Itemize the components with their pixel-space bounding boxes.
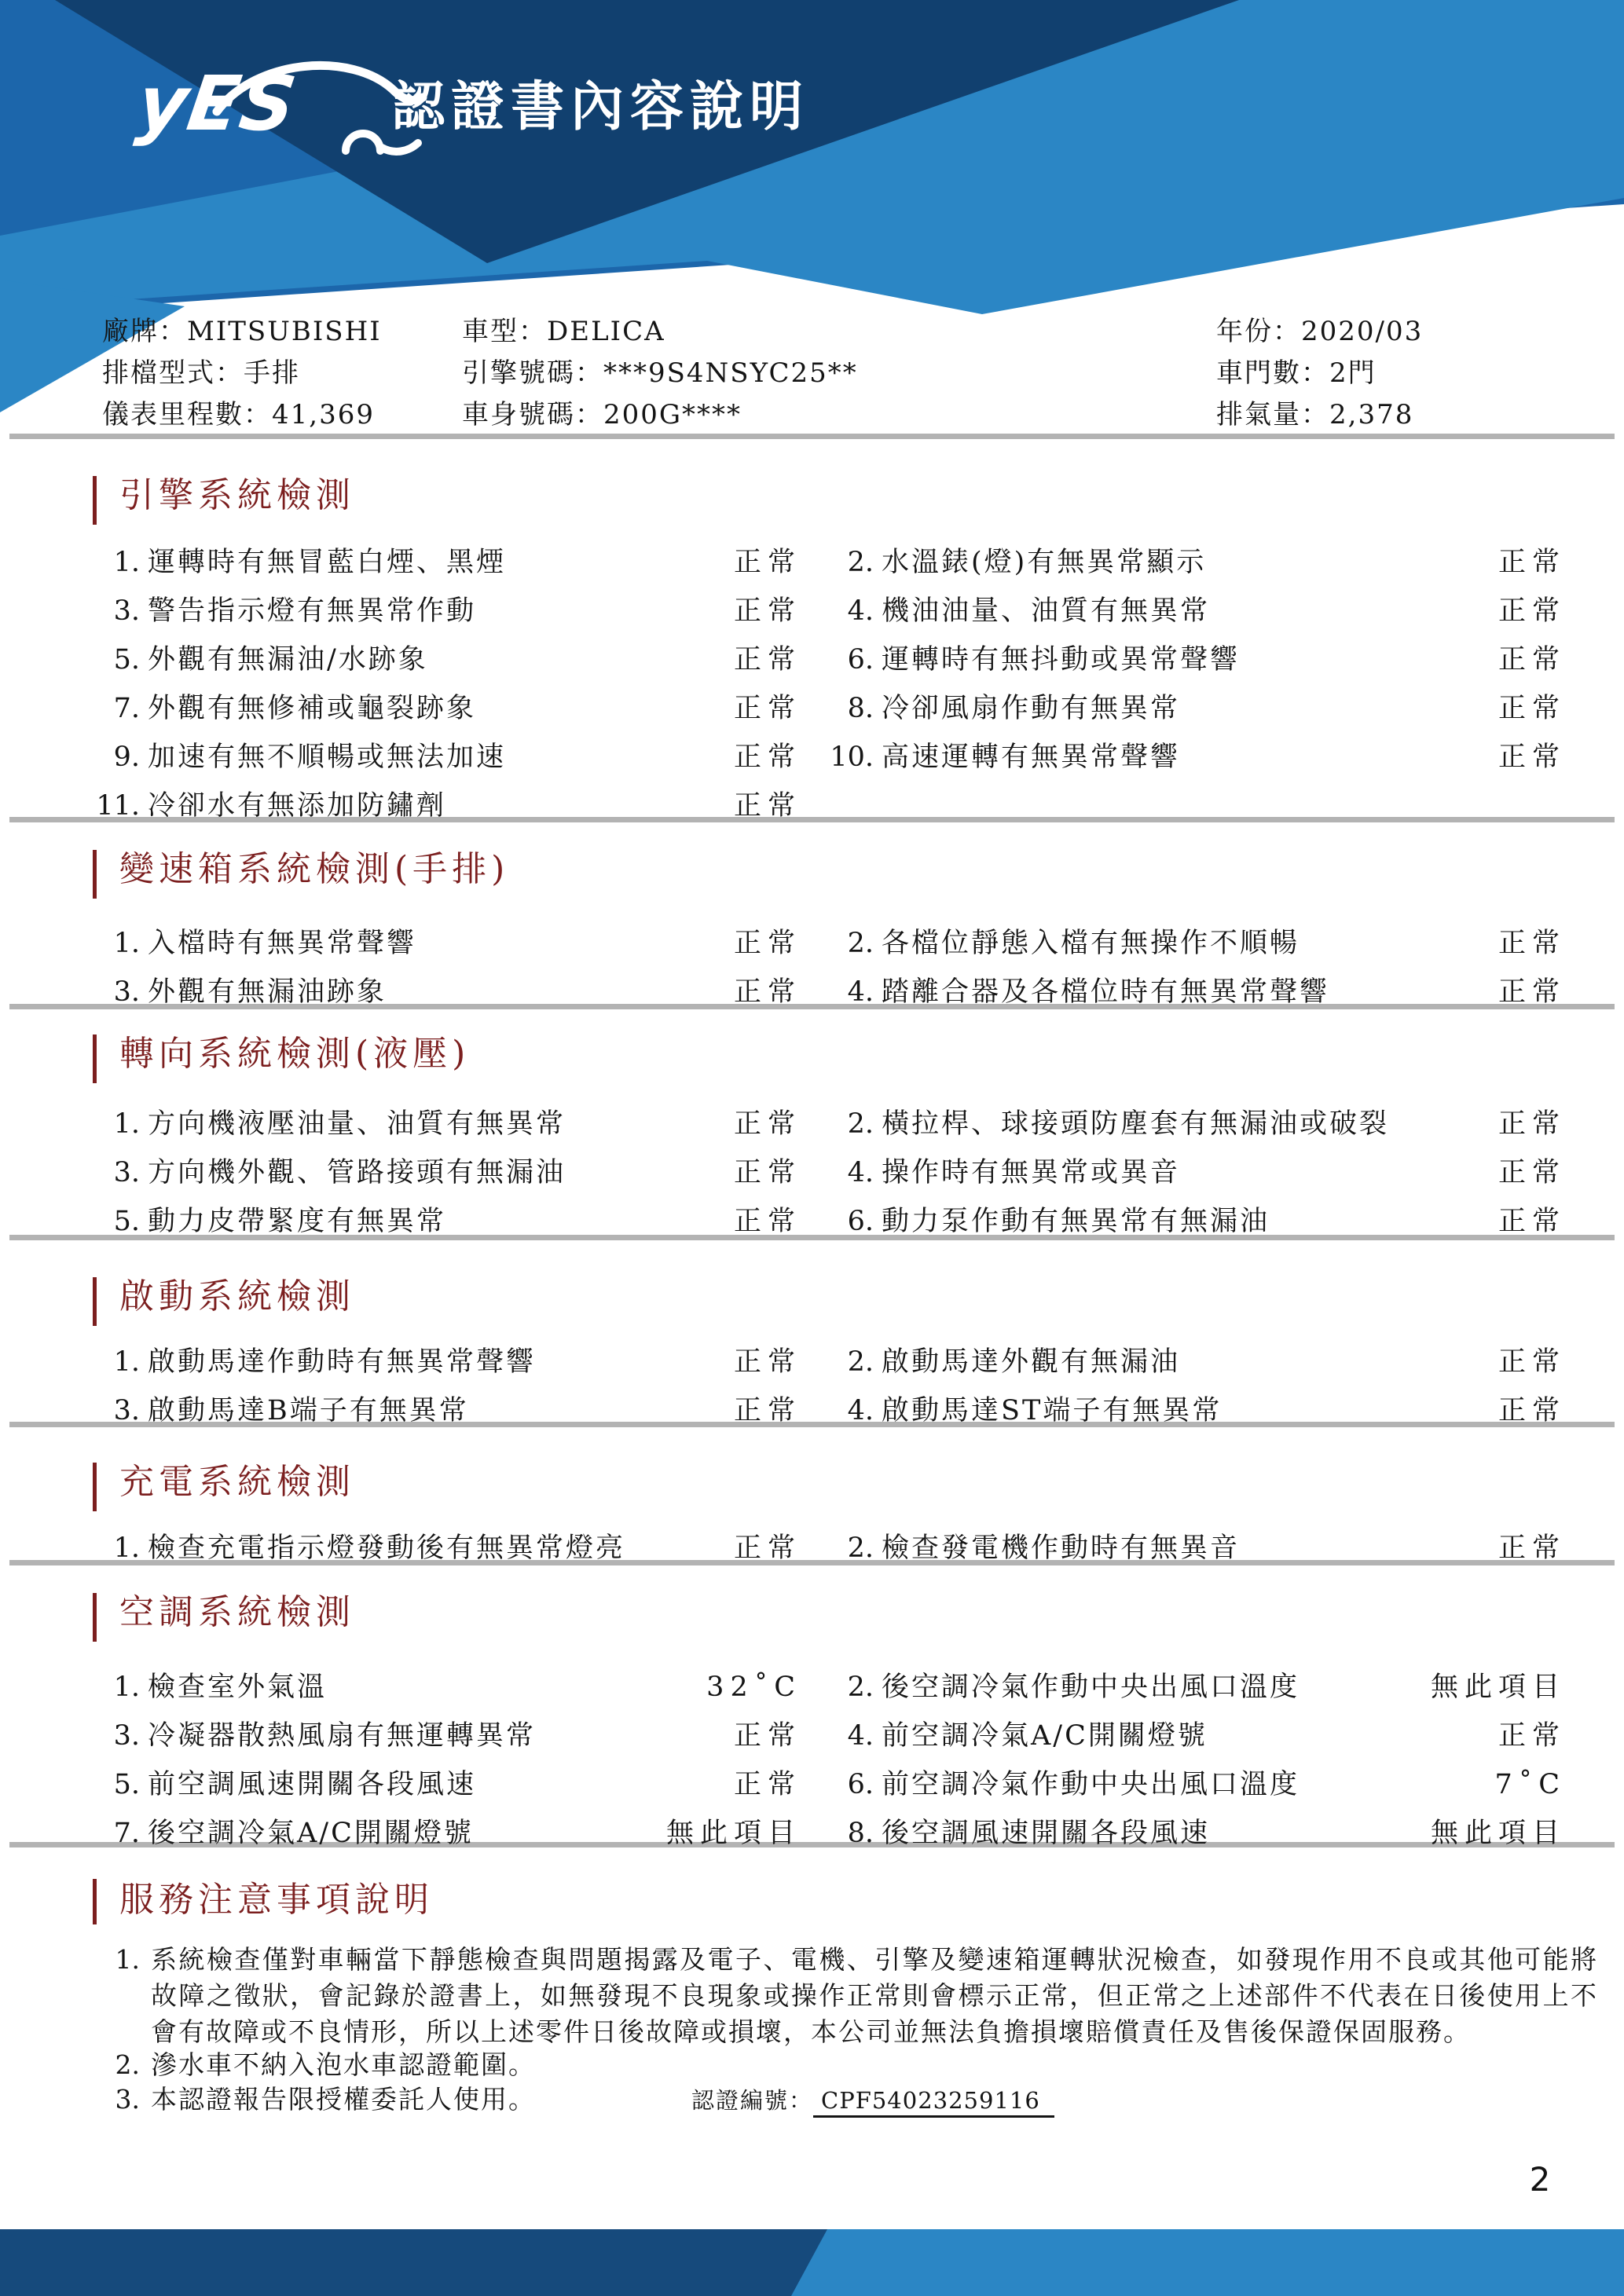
document-title: 認證書內容說明 [391,76,810,138]
check-item [0,1394,1624,1435]
check-item [0,927,1624,968]
check-item [0,595,1624,635]
item-number: 10. [830,742,874,773]
check-item [0,1532,1624,1573]
item-result: 正常 [733,1720,801,1752]
item-result: 正常 [733,928,801,959]
item-label: 動力泵作動有無異常有無漏油 [882,1206,1270,1237]
item-label: 運轉時有無抖動或異常聲響 [882,644,1241,676]
note-text: 本認證報告限授權委託人使用。 [151,2084,536,2115]
item-result: 正常 [733,644,801,676]
check-item [0,1768,1624,1809]
item-label: 啟動馬達外觀有無漏油 [882,1346,1181,1378]
check-section [0,1031,1624,1269]
item-result: 正常 [733,1395,801,1426]
section-accent-bar [93,850,97,899]
section-title: 引擎系統檢測 [119,475,355,515]
item-label: 外觀有無漏油/水跡象 [148,644,428,676]
item-result: 正常 [733,742,801,773]
item-number: 9. [113,742,140,773]
certificate-number-line [691,2083,1054,2115]
item-number: 3. [113,1720,140,1752]
item-label: 外觀有無漏油跡象 [148,976,387,1008]
section-title: 轉向系統檢測(液壓) [119,1034,471,1074]
info-transmission: 排檔型式：手排 [102,357,300,389]
item-result: 正常 [733,1769,801,1800]
note-text: 系統檢查僅對車輛當下靜態檢查與問題揭露及電子、電機、引擎及變速箱運轉狀況檢查，如發現作用不良或其他可能將故障之徵狀，會記錄於證書上，如無發現不良現象或操作正常則會標示正常，但正常之上述部件不代表在日後使用上不會有故障或不良情形，所以上述零件日後故障或損壞，本公司並無法負擔損壞賠償責任及售後保證保固服務。 [151,1944,1598,2047]
info-vin: 車身號碼：200G**** [462,399,742,430]
item-number: 2. [847,1108,874,1140]
item-result: 正常 [1498,1720,1566,1752]
item-result: 正常 [733,1157,801,1188]
item-result: 正常 [1498,644,1566,676]
item-label: 踏離合器及各檔位時有無異常聲響 [882,976,1330,1008]
item-label: 加速有無不順暢或無法加速 [148,742,507,773]
item-label: 後空調風速開關各段風速 [882,1818,1211,1849]
note-text: 滲水車不納入泡水車認證範圍。 [151,2049,536,2080]
info-doors: 車門數：2門 [1216,357,1377,389]
item-number: 7. [113,1818,140,1849]
section-accent-bar [93,1277,97,1326]
item-number: 2. [847,547,874,578]
item-label: 水溫錶(燈)有無異常顯示 [882,547,1207,578]
check-section [0,847,1624,1040]
item-result: 正常 [1498,1395,1566,1426]
section-accent-bar [93,1463,97,1511]
service-notes-section [0,1877,1624,2207]
item-label: 檢查室外氣溫 [148,1672,328,1703]
item-number: 4. [847,1720,874,1752]
check-item [0,1817,1624,1858]
item-label: 啟動馬達B端子有無異常 [148,1395,469,1426]
item-number: 5. [113,644,140,676]
item-label: 前空調風速開關各段風速 [148,1769,477,1800]
brand-wordmark: yES [132,60,302,148]
item-number: 7. [113,693,140,724]
item-result: 正常 [1498,595,1566,627]
footer-banner [0,2229,1624,2296]
item-label: 啟動馬達作動時有無異常聲響 [148,1346,537,1378]
item-number: 1. [113,547,140,578]
info-engine-no: 引擎號碼：***9S4NSYC25** [462,357,858,389]
item-number: 5. [113,1206,140,1237]
item-result: 無此項目 [1430,1818,1566,1849]
item-number: 1. [113,1108,140,1140]
item-number: 11. [96,790,140,822]
item-number: 1. [113,1532,140,1564]
item-number: 4. [847,1157,874,1188]
item-result: 正常 [733,976,801,1008]
info-displacement: 排氣量：2,378 [1216,399,1414,430]
note-number: 1. [115,1944,140,1975]
item-label: 操作時有無異常或異音 [882,1157,1181,1188]
item-label: 運轉時有無冒藍白煙、黑煙 [148,547,507,578]
item-result: 正常 [733,1108,801,1140]
info-model: 車型：DELICA [462,316,665,347]
item-result: 正常 [733,1346,801,1378]
item-result: 正常 [733,1532,801,1564]
item-label: 動力皮帶緊度有無異常 [148,1206,447,1237]
item-number: 4. [847,595,874,627]
section-divider [9,434,1615,439]
item-number: 2. [847,1532,874,1564]
check-item [0,976,1624,1016]
check-section [0,1274,1624,1459]
item-result: 正常 [1498,1206,1566,1237]
item-label: 方向機液壓油量、油質有無異常 [148,1108,566,1140]
item-result: 無此項目 [1430,1672,1566,1703]
item-number: 3. [113,976,140,1008]
note-number: 3. [115,2084,140,2115]
item-label: 入檔時有無異常聲響 [148,928,417,959]
section-accent-bar [93,1034,97,1083]
section-title: 服務注意事項說明 [119,1880,434,1920]
item-label: 後空調冷氣A/C開關燈號 [148,1818,474,1849]
item-number: 6. [847,644,874,676]
item-label: 前空調冷氣作動中央出風口溫度 [882,1769,1300,1800]
check-section [0,1459,1624,1596]
item-number: 8. [847,693,874,724]
item-number: 2. [847,928,874,959]
item-label: 高速運轉有無異常聲響 [882,742,1181,773]
check-section [0,1590,1624,1881]
item-number: 4. [847,1395,874,1426]
section-title: 空調系統檢測 [119,1592,355,1632]
item-label: 機油油量、油質有無異常 [882,595,1211,627]
item-label: 後空調冷氣作動中央出風口溫度 [882,1672,1300,1703]
item-number: 1. [113,1346,140,1378]
item-result: 正常 [1498,742,1566,773]
item-number: 8. [847,1818,874,1849]
item-number: 6. [847,1769,874,1800]
item-number: 3. [113,1157,140,1188]
item-label: 冷卻水有無添加防鏽劑 [148,790,447,822]
item-label: 橫拉桿、球接頭防塵套有無漏油或破裂 [882,1108,1390,1140]
item-label: 檢查充電指示燈發動後有無異常燈亮 [148,1532,626,1564]
item-result: 正常 [1498,1157,1566,1188]
item-result: 正常 [1498,1532,1566,1564]
info-odometer: 儀表里程數：41,369 [102,399,375,430]
item-result: 正常 [733,1206,801,1237]
item-label: 警告指示燈有無異常作動 [148,595,477,627]
item-label: 方向機外觀、管路接頭有無漏油 [148,1157,566,1188]
check-item [0,789,1624,830]
check-item [0,692,1624,733]
header [0,0,1624,314]
section-title: 變速箱系統檢測(手排) [119,849,510,889]
section-accent-bar [93,1593,97,1642]
page-number: 2 [1529,2160,1551,2199]
check-section [0,473,1624,854]
item-result: 正常 [1498,1346,1566,1378]
section-title: 充電系統檢測 [119,1462,355,1502]
item-result: 正常 [733,547,801,578]
certificate-number-label: 認證編號： [691,2087,814,2114]
item-result: 無此項目 [665,1818,801,1849]
check-item [0,1205,1624,1246]
check-item [0,1108,1624,1148]
item-label: 冷卻風扇作動有無異常 [882,693,1181,724]
check-item [0,1671,1624,1712]
item-result: 正常 [1498,928,1566,959]
item-number: 4. [847,976,874,1008]
item-result: 7˚C [1494,1769,1566,1800]
item-number: 6. [847,1206,874,1237]
info-year: 年份：2020/03 [1216,316,1424,347]
item-label: 各檔位靜態入檔有無操作不順暢 [882,928,1300,959]
item-number: 3. [113,595,140,627]
item-number: 3. [113,1395,140,1426]
item-label: 啟動馬達ST端子有無異常 [882,1395,1223,1426]
item-label: 冷凝器散熱風扇有無運轉異常 [148,1720,537,1752]
note-number: 2. [115,2049,140,2080]
item-result: 正常 [1498,1108,1566,1140]
item-result: 正常 [733,693,801,724]
check-item [0,546,1624,587]
certificate-number-value: CPF54023259116 [813,2087,1054,2118]
item-label: 前空調冷氣A/C開關燈號 [882,1720,1208,1752]
section-accent-bar [93,1879,97,1924]
check-item [0,741,1624,782]
item-result: 正常 [1498,547,1566,578]
section-title: 啟動系統檢測 [119,1276,355,1316]
item-label: 檢查發電機作動時有無異音 [882,1532,1241,1564]
item-number: 5. [113,1769,140,1800]
check-item [0,1156,1624,1197]
check-item [0,1346,1624,1386]
item-number: 2. [847,1346,874,1378]
item-number: 1. [113,928,140,959]
check-item [0,643,1624,684]
item-result: 正常 [1498,693,1566,724]
section-accent-bar [93,476,97,525]
item-result: 正常 [733,595,801,627]
item-number: 1. [113,1672,140,1703]
item-result: 正常 [733,790,801,822]
item-label: 外觀有無修補或龜裂跡象 [148,693,477,724]
footer-bright-wedge [791,2229,1624,2296]
item-result: 32˚C [706,1672,801,1703]
item-number: 2. [847,1672,874,1703]
item-result: 正常 [1498,976,1566,1008]
check-item [0,1719,1624,1760]
info-brand: 廠牌：MITSUBISHI [102,316,382,347]
